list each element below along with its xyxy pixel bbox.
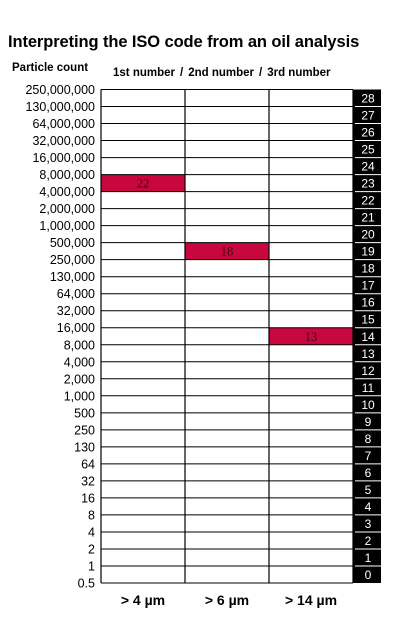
y-tick-label: 16: [81, 491, 95, 506]
code-scale-label: 27: [361, 108, 375, 123]
y-tick-label: 250,000,000: [25, 83, 95, 97]
code-scale-label: 8: [364, 431, 372, 446]
code-scale-label: 19: [361, 244, 375, 259]
y-tick-label: 32,000: [56, 304, 95, 319]
code-scale-label: 1: [364, 550, 372, 565]
x-category-label: > 4 µm: [120, 592, 166, 608]
y-tick-label: 250: [74, 423, 95, 438]
y-tick-label: 32: [81, 474, 95, 489]
column-header-third: 3rd number: [267, 67, 331, 79]
code-scale-label: 24: [361, 159, 375, 174]
code-scale-label: 16: [361, 295, 375, 310]
y-tick-label: 4,000: [63, 355, 95, 370]
code-scale-label: 6: [364, 465, 372, 480]
y-tick-label: 64,000,000: [32, 117, 95, 132]
code-scale-label: 3: [364, 516, 372, 531]
bar-value-label: 18: [220, 244, 234, 259]
y-tick-label: 0.5: [77, 576, 95, 591]
code-scale-label: 12: [361, 363, 375, 378]
y-tick-label: 16,000,000: [32, 151, 95, 166]
bar-value-label: 13: [304, 329, 318, 344]
code-scale-label: 14: [361, 329, 375, 344]
code-scale-label: 2: [364, 533, 372, 548]
code-scale-label: 26: [361, 125, 375, 140]
y-tick-label: 1,000: [63, 389, 95, 404]
y-tick-label: 500,000: [49, 236, 95, 251]
code-scale-label: 0: [364, 567, 372, 582]
y-tick-label: 500: [74, 406, 95, 421]
y-tick-label: 250,000: [49, 253, 95, 268]
code-scale-label: 21: [361, 210, 375, 225]
chart-title: Interpreting the ISO code from an oil analysis: [8, 33, 360, 51]
y-tick-label: 1: [88, 559, 95, 574]
code-scale-label: 28: [361, 91, 375, 106]
column-header-first: 1st number: [113, 67, 175, 79]
y-tick-label: 130: [74, 440, 95, 455]
bar-value-label: 22: [136, 176, 150, 191]
column-header-separator-2: /: [259, 67, 263, 79]
code-scale-label: 9: [364, 414, 372, 429]
code-scale-label: 7: [364, 448, 372, 463]
y-tick-label: 2,000,000: [39, 202, 95, 217]
code-scale-label: 23: [361, 176, 375, 191]
code-scale-label: 17: [361, 278, 375, 293]
code-scale-label: 20: [361, 227, 375, 242]
y-tick-label: 16,000: [56, 321, 95, 336]
y-tick-label: 4,000,000: [39, 185, 95, 200]
y-tick-label: 130,000,000: [25, 100, 95, 115]
y-axis-title: Particle count: [12, 62, 89, 74]
code-scale-label: 15: [361, 312, 375, 327]
y-tick-label: 8: [88, 508, 95, 523]
y-tick-label: 2: [88, 542, 95, 557]
code-scale-label: 22: [361, 193, 375, 208]
code-scale-label: 10: [361, 397, 375, 412]
code-scale-label: 5: [364, 482, 372, 497]
code-scale-label: 4: [364, 499, 372, 514]
y-tick-label: 8,000: [63, 338, 95, 353]
code-scale-label: 11: [361, 380, 375, 395]
code-scale-label: 25: [361, 142, 375, 157]
x-category-label: > 14 µm: [284, 592, 338, 608]
code-scale-label: 13: [361, 346, 375, 361]
y-tick-label: 32,000,000: [32, 134, 95, 149]
y-tick-label: 1,000,000: [39, 219, 95, 234]
y-tick-label: 64,000: [56, 287, 95, 302]
column-header-separator-1: /: [180, 67, 184, 79]
y-tick-label: 64: [81, 457, 95, 472]
x-category-label: > 6 µm: [204, 592, 250, 608]
y-tick-label: 4: [88, 525, 95, 540]
y-tick-label: 2,000: [63, 372, 95, 387]
code-scale-label: 18: [361, 261, 375, 276]
y-tick-label: 8,000,000: [39, 168, 95, 183]
y-tick-label: 130,000: [49, 270, 95, 285]
column-header-second: 2nd number: [188, 67, 255, 79]
